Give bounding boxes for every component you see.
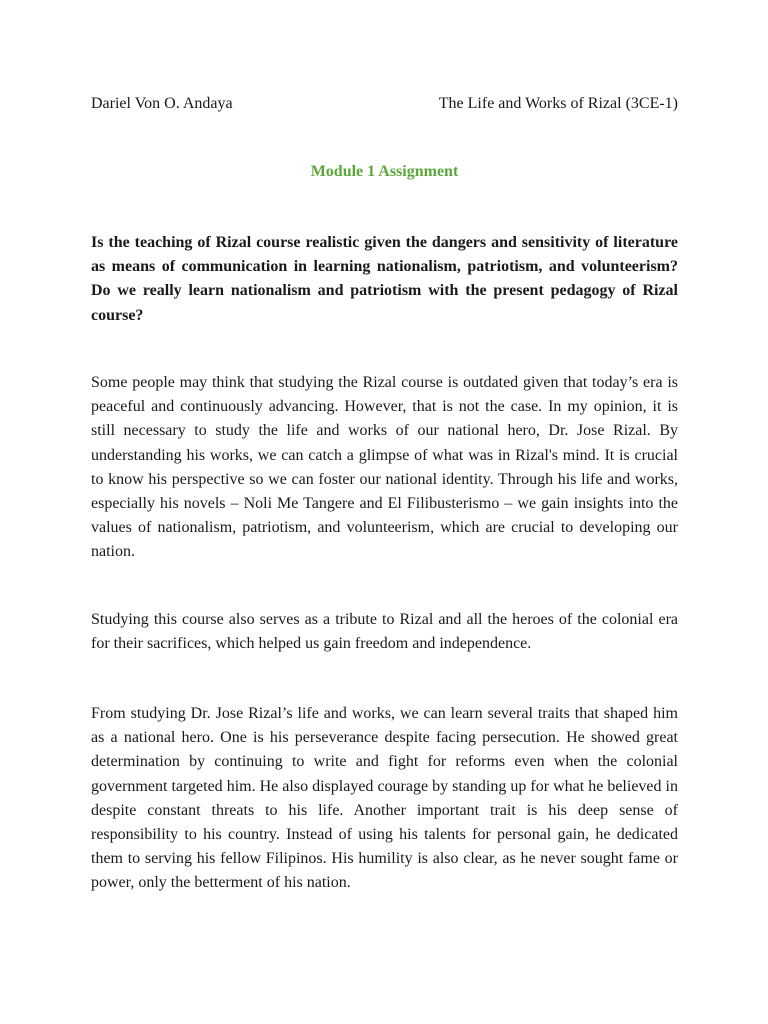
course-name: The Life and Works of Rizal (3CE-1) [438,95,678,112]
header-row [91,94,678,114]
paragraph-1: Some people may think that studying the Rizal course is outdated given that today’s era is peaceful and continuously advancing. However, that is not the case. In my opinion, it is still necessary to study the life and works of our national hero, Dr. Jose Rizal. By understanding his works, we can catch a glimpse of what was in Rizal's mind. It is crucial to know his perspective so we can foster our national identity. Through his life and works, especially his novels – Noli Me Tangere and El Filibusterismo – we gain insights into the values of nationalism, patriotism, and volunteerism, which are crucial to developing our nation. [91,374,678,561]
assignment-title: Module 1 Assignment [310,163,459,180]
paragraph-2: Studying this course also serves as a tribute to Rizal and all the heroes of the colonial era for their sacrifices, which helped us gain freedom and independence. [91,611,678,653]
assignment-question: Is the teaching of Rizal course realistic given the dangers and sensitivity of literature as means of communication in learning nationalism, patriotism, and volunteerism? Do we really learn nationalism and patriotism with the present pedagogy of Rizal course? [91,234,678,324]
author-name: Dariel Von O. Andaya [91,95,233,112]
paragraph-3: From studying Dr. Jose Rizal’s life and works, we can learn several traits that shaped him as a national hero. One is his perseverance despite facing persecution. He showed great determination by continuing to write and fight for reforms even when the colonial government targeted him. He also displayed courage by standing up for what he believed in despite constant threats to his life. Another important trait is his deep sense of responsibility to his country. Instead of using his talents for personal gain, he dedicated them to serving his fellow Filipinos. His humility is also clear, as he never sought fame or power, only the betterment of his nation. [91,705,678,892]
